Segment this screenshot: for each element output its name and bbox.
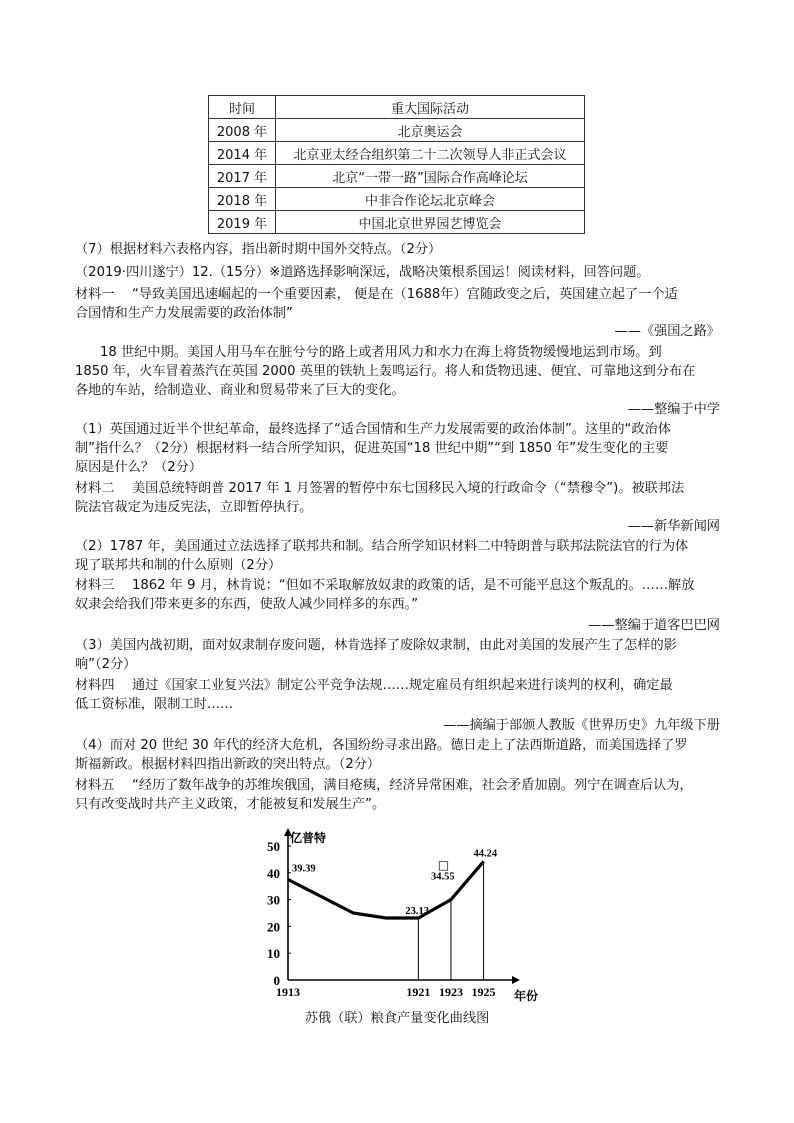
question-source: （2019·四川遂宁）12.（15分）※道路选择影响深远，战略决策根系国运！阅读材料，回答问题。 [75,265,650,280]
material-2-line-2: 院法官裁定为违反宪法，立即暂停执行。 [75,500,313,515]
paragraph-2-source: ——整编于中学 [627,402,720,417]
question-1-line-3: 原因是什么？（2分） [75,460,203,475]
events-table [208,95,585,234]
table-row [209,142,585,165]
x-tick-label: 1921 [406,985,431,999]
material-3-line-2: 奴隶会给我们带来更多的东西，使敌人减少同样多的东西。” [75,597,419,612]
square-marker: □ [437,857,450,872]
table-header-row [209,96,585,119]
x-tick-label: 1913 [276,985,300,999]
y-tick-label: 10 [267,946,280,962]
y-tick-label: 0 [273,973,280,988]
material-4-line-1: 材料四 通过《国家工业复兴法》制定公平竞争法规……规定雇员有组织起来进行谈判的权利，确定最 [75,678,673,693]
data-label: 34.55 [430,871,455,883]
table-cell-year: 2019 年 [209,211,276,234]
question-1-line-2: 制”指什么？（2分）根据材料一结合所学知识，促进英国“18 世纪中期”“到 1850 年”发生变化的主要 [75,441,669,456]
table-cell-event: 中国北京世界园艺博览会 [276,211,585,234]
table-cell-event: 北京亚太经合组织第二十二次领导人非正式会议 [276,142,585,165]
table-row [209,165,585,188]
y-tick-label: 50 [267,839,280,854]
table-cell-event: 中非合作论坛北京峰会 [276,188,585,211]
x-tick-label: 1923 [438,985,463,999]
material-2-source: ——新华新闻网 [627,519,720,534]
question-2-line-1: （2）1787 年，美国通过立法选择了联邦共和制。结合所学知识材料二中特朗普与联邦法院法官的行为体 [75,539,689,554]
paragraph-2-line-3: 各地的车站，给制造业、商业和贸易带来了巨大的变化。 [75,383,405,398]
paragraph-2-line-1: 18 世纪中期。美国人用马车在脏兮兮的路上或者用风力和水力在海上将货物缓慢地运到市场。到 [100,345,662,360]
material-1-line-1: 材料一 “导致美国迅速崛起的一个重要因素， 便是在（1688年）宫随政变之后，英国建立起了一个适 [75,287,678,302]
material-3-line-1: 材料三 1862 年 9 月，林肯说：“但如不采取解放奴隶的政策的话，是不可能平息这个叛乱的。……解放 [75,578,695,593]
question-4-line-2: 斯福新政。根据材料四指出新政的突出特点。（2分） [75,757,381,772]
table-row [209,211,585,234]
y-tick-label: 40 [267,865,280,881]
material-4-line-2: 低工资标准，限制工时…… [75,697,234,712]
question-7: （7）根据材料六表格内容，指出新时期中国外交特点。（2分） [75,242,442,257]
table-header-cell: 重大国际活动 [276,96,585,119]
material-4-source: ——摘编于部颁人教版《世界历史》九年级下册 [443,718,720,733]
table-cell-year: 2014 年 [209,142,276,165]
x-axis-arrow [512,976,520,984]
chart-title: 苏俄（联）粮食产量变化曲线图 [304,1011,490,1026]
data-label: 44.24 [473,848,498,860]
table-cell-event: 北京奥运会 [276,119,585,142]
table-row [209,188,585,211]
y-tick-label: 20 [267,919,280,935]
y-tick-label: 30 [267,892,280,908]
question-4-line-1: （4）而对 20 世纪 30 年代的经济大危机，各国纷纷寻求出路。德日走上了法西斯道路，而美国选择了罗 [75,738,688,753]
question-1-line-1: （1）英国通过近半个世纪革命，最终选择了“适合国情和生产力发展需要的政治体制”。这里的“政治体 [75,422,671,437]
material-5-line-2: 只有改变战时共产主义政策，才能被复和发展生产”。 [75,797,386,812]
material-1-source: ——《强国之路》 [614,324,720,339]
x-tick-label: 1925 [471,985,496,999]
data-label: 39.39 [292,863,316,875]
question-2-line-2: 现了联邦共和制的什么原则（2分） [75,558,282,573]
x-axis-label: 年份 [514,989,539,1003]
table-cell-year: 2017 年 [209,165,276,188]
table-header-cell: 时间 [209,96,276,119]
material-1-line-2: 合国情和生产力发展需要的政治体制” [75,306,293,321]
question-3-line-2: 响”（2分） [75,657,137,672]
y-axis-label: 亿普特 [290,831,327,845]
table-cell-year: 2018 年 [209,188,276,211]
table-row [209,119,585,142]
data-label: 23.13 [405,906,429,918]
material-5-line-1: 材料五 “经历了数年战争的苏维埃俄国，满目疮痍，经济异常困难，社会矛盾加剧。列宁在调查后认为， [75,778,693,793]
paragraph-2-line-2: 1850 年，火车冒着蒸汽在英国 2000 英里的铁轨上轰鸣运行。将人和货物迅速、便宜、可靠地这到分布在 [75,364,696,379]
series-line [288,861,484,918]
grain-output-chart [250,822,550,1007]
table-cell-event: 北京“一带一路”国际合作高峰论坛 [276,165,585,188]
material-2-line-1: 材料二 美国总统特朗普 2017 年 1 月签署的暂停中东七国移民入境的行政命令（“禁穆令”)。被联邦法 [75,481,685,496]
material-3-source: ——整编于道客巴巴网 [588,618,720,633]
question-3-line-1: （3）美国内战初期，面对奴隶制存废问题，林肯选择了废除奴隶制，由此对美国的发展产生了怎样的影 [75,638,677,653]
table-cell-year: 2008 年 [209,119,276,142]
